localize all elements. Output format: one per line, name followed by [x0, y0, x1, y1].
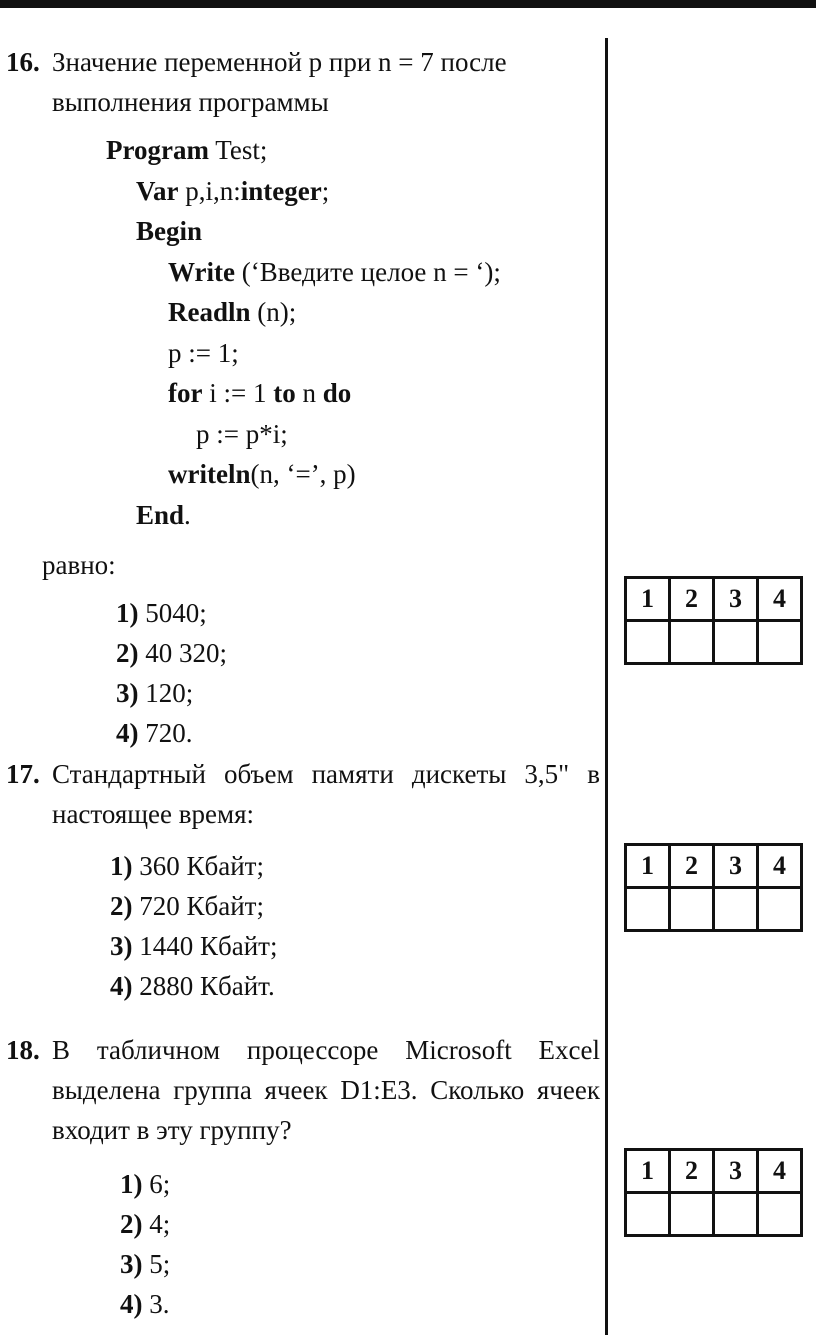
- answer-grid-16: [624, 576, 803, 665]
- answer-cell[interactable]: [626, 888, 670, 931]
- grid-label: 2: [670, 845, 714, 888]
- grid-label: 4: [758, 1150, 802, 1193]
- answer-cell[interactable]: [714, 888, 758, 931]
- answer-option: 2) 40 320;: [116, 638, 228, 668]
- question-text: Стандартный объем памяти дискеты 3,5" в настоящее время:: [52, 759, 600, 829]
- grid-label: 1: [626, 1150, 670, 1193]
- top-rule: [0, 0, 816, 8]
- program-code: [106, 130, 600, 535]
- grid-label: 4: [758, 578, 802, 621]
- after-code-text: равно:: [42, 550, 116, 580]
- answer-cell[interactable]: [714, 1193, 758, 1236]
- code-line: Readln (n);: [168, 297, 297, 327]
- question-16: [6, 42, 600, 753]
- answer-option: 1) 360 Кбайт;: [110, 851, 264, 881]
- code-line: for i := 1 to n do: [168, 378, 352, 408]
- grid-label: 3: [714, 1150, 758, 1193]
- answer-option: 4) 3.: [120, 1289, 170, 1319]
- answer-cell[interactable]: [758, 621, 802, 664]
- code-line: p := p*i;: [196, 418, 288, 449]
- question-number: 16.: [6, 47, 40, 77]
- answer-cell[interactable]: [670, 1193, 714, 1236]
- answer-cell[interactable]: [714, 621, 758, 664]
- answer-options: [120, 1164, 600, 1324]
- grid-label: 2: [670, 578, 714, 621]
- code-line: writeln(n, ‘=’, p): [168, 459, 356, 489]
- answer-grid-18: [624, 1148, 803, 1237]
- answer-grid-17: [624, 843, 803, 932]
- grid-label: 4: [758, 845, 802, 888]
- code-line: Program Test;: [106, 135, 268, 165]
- grid-label: 2: [670, 1150, 714, 1193]
- code-line: End.: [136, 499, 191, 530]
- answer-option: 1) 6;: [120, 1169, 171, 1199]
- answer-option: 2) 4;: [120, 1209, 171, 1239]
- answer-option: 3) 120;: [116, 678, 194, 708]
- grid-label: 1: [626, 845, 670, 888]
- answer-options: [116, 593, 600, 753]
- answer-options: [110, 846, 600, 1006]
- answer-cell[interactable]: [626, 621, 670, 664]
- question-number: 17.: [6, 759, 40, 789]
- grid-label: 3: [714, 845, 758, 888]
- answer-cell[interactable]: [758, 888, 802, 931]
- answer-option: 4) 2880 Кбайт.: [110, 971, 275, 1001]
- answer-cell[interactable]: [758, 1193, 802, 1236]
- question-number: 18.: [6, 1035, 40, 1065]
- answer-cell[interactable]: [626, 1193, 670, 1236]
- question-18: [6, 1030, 600, 1324]
- answer-option: 4) 720.: [116, 718, 193, 748]
- grid-label: 3: [714, 578, 758, 621]
- question-17: [6, 754, 600, 1006]
- column-divider: [605, 38, 608, 1335]
- answer-option: 1) 5040;: [116, 598, 207, 628]
- answer-cell[interactable]: [670, 621, 714, 664]
- code-line: p := 1;: [168, 337, 239, 368]
- answer-option: 3) 1440 Кбайт;: [110, 931, 278, 961]
- answer-cell[interactable]: [670, 888, 714, 931]
- question-text: Значение переменной p при n = 7 после выполнения программы: [52, 47, 507, 117]
- grid-label: 1: [626, 578, 670, 621]
- question-text: В табличном процессоре Microsoft Excel выделена группа ячеек D1:E3. Сколько ячеек входит в эту группу?: [52, 1035, 600, 1145]
- answer-option: 3) 5;: [120, 1249, 171, 1279]
- code-line: Write (‘Введите целое n = ‘);: [168, 256, 501, 287]
- answer-option: 2) 720 Кбайт;: [110, 891, 264, 921]
- code-line: Var p,i,n:integer;: [136, 175, 330, 206]
- code-line: Begin: [136, 216, 203, 246]
